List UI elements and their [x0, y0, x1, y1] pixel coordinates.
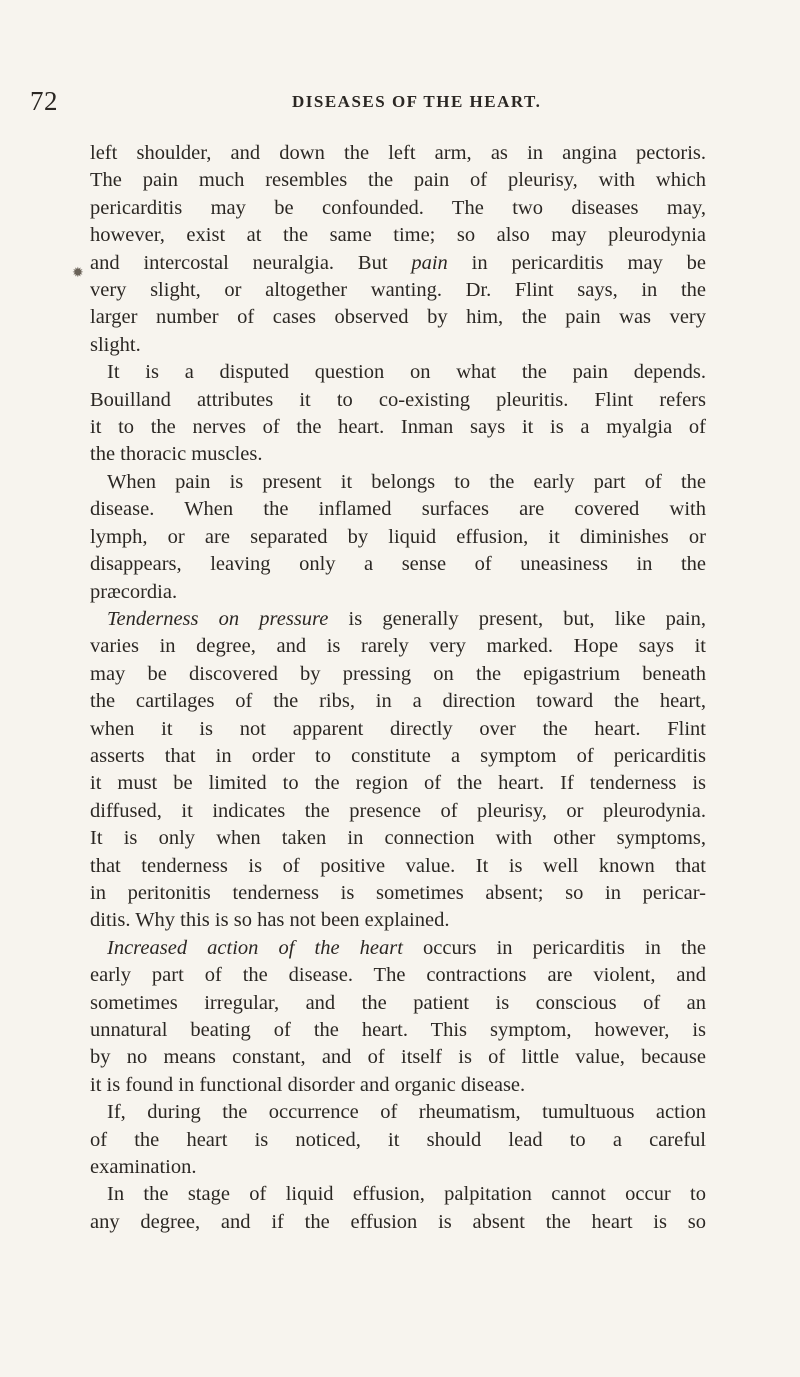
text-line: very slight, or altogether wanting. Dr. Flint says, in the — [90, 279, 706, 302]
text-line: slight. — [90, 333, 141, 356]
text-line: and intercostal neuralgia. But pain in pericarditis may be — [90, 251, 706, 274]
text-line: early part of the disease. The contractions are violent, and — [90, 964, 706, 987]
text-line: pericarditis may be confounded. The two diseases may, — [90, 196, 706, 219]
text-line: that tenderness is of positive value. It is well known that — [90, 854, 706, 877]
text-line: of the heart is noticed, it should lead to a careful — [90, 1128, 706, 1151]
text-line: sometimes irregular, and the patient is conscious of an — [90, 991, 706, 1014]
text-line: diffused, it indicates the presence of pleurisy, or pleurodynia. — [90, 799, 706, 822]
text-line: it is found in functional disorder and organic disease. — [90, 1073, 526, 1096]
text-line: in peritonitis tenderness is sometimes absent; so in pericar- — [90, 881, 706, 904]
text-line: Increased action of the heart occurs in pericarditis in the — [107, 936, 706, 959]
text-line: however, exist at the same time; so also may pleurodynia — [90, 224, 706, 247]
text-line: the thoracic muscles. — [90, 443, 263, 466]
text-line: unnatural beating of the heart. This symptom, however, is — [90, 1019, 706, 1041]
text-line: præcordia. — [90, 580, 178, 603]
margin-mark: ✹ — [72, 266, 84, 281]
text-line: asserts that in order to constitute a symptom of pericarditis — [90, 744, 706, 767]
text-line: by no means constant, and of itself is of little value, because — [90, 1046, 706, 1069]
text-line: When pain is present it belongs to the early part of the — [107, 470, 706, 493]
text-line: may be discovered by pressing on the epigastrium beneath — [90, 662, 706, 685]
running-title: DISEASES OF THE HEART. — [292, 92, 542, 111]
text-line: examination. — [90, 1156, 197, 1179]
text-line: It is only when taken in connection with other symptoms, — [90, 827, 706, 850]
text-line: larger number of cases observed by him, the pain was very — [90, 306, 706, 329]
body-text — [90, 140, 706, 1236]
text-line: In the stage of liquid effusion, palpitation cannot occur to — [107, 1183, 706, 1206]
page-number: 72 — [30, 86, 58, 116]
text-line: any degree, and if the effusion is absent the heart is so — [90, 1210, 706, 1233]
text-line: Tenderness on pressure is generally present, but, like pain, — [107, 607, 706, 630]
running-head — [30, 86, 720, 116]
text-line: ditis. Why this is so has not been explained. — [90, 909, 450, 932]
text-line: it to the nerves of the heart. Inman says it is a myalgia of — [90, 416, 706, 439]
text-line: disease. When the inflamed surfaces are covered with — [90, 498, 706, 521]
text-line: varies in degree, and is rarely very marked. Hope says it — [90, 635, 706, 658]
text-line: disappears, leaving only a sense of uneasiness in the — [90, 553, 706, 576]
text-line: It is a disputed question on what the pain depends. — [107, 361, 706, 384]
text-line: when it is not apparent directly over the heart. Flint — [90, 717, 706, 740]
text-line: it must be limited to the region of the heart. If tenderness is — [90, 772, 706, 795]
text-line: the cartilages of the ribs, in a direction toward the heart, — [90, 690, 706, 713]
text-line: If, during the occurrence of rheumatism, tumultuous action — [107, 1101, 706, 1124]
text-line: left shoulder, and down the left arm, as in angina pectoris. — [90, 142, 706, 164]
text-line: Bouilland attributes it to co-existing pleuritis. Flint refers — [90, 388, 706, 411]
text-line: The pain much resembles the pain of pleurisy, with which — [90, 169, 706, 192]
text-line: lymph, or are separated by liquid effusion, it diminishes or — [90, 525, 706, 548]
